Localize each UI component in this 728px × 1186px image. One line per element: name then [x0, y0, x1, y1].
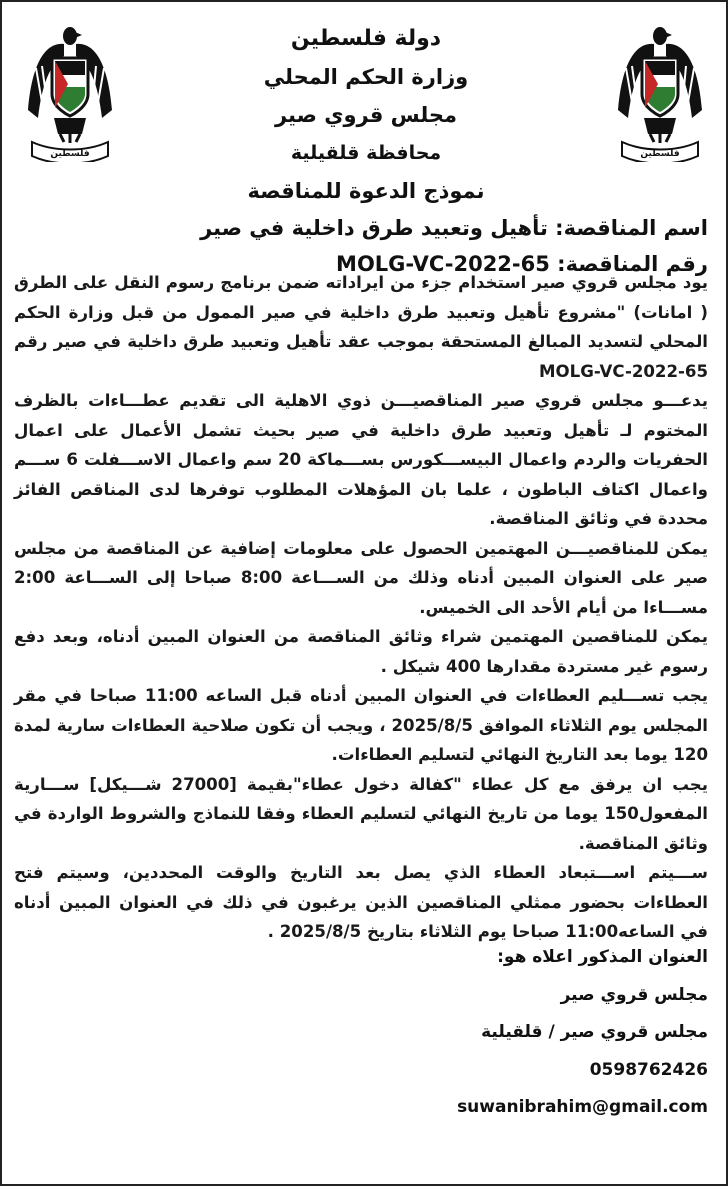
contact-email: suwanibrahim@gmail.com [457, 1097, 708, 1117]
tender-body [14, 268, 708, 947]
emblem-banner-text: فلسطين [640, 149, 680, 159]
paragraph-documents: يمكن للمناقصين المهتمين شراء وثائق المناقصة من العنوان المبين أدناه، وبعد دفع رسوم غير مستردة مقدارها 400 شيكل . [14, 627, 708, 676]
eagle-emblem-icon [24, 22, 116, 162]
palestine-eagle-emblem-left [24, 22, 116, 162]
header-ministry: وزارة الحكم المحلي [263, 65, 469, 89]
contact-location: مجلس قروي صير / قلقيلية [481, 1022, 708, 1042]
tender-number: رقم المناقصة: MOLG-VC-2022-65 [336, 252, 708, 276]
contact-phone: 0598762426 [589, 1059, 708, 1080]
paragraph-opening: ســـيتم اســـتبعاد العطاء الذي يصل بعد التاريخ والوقت المحددين، وسيتم فتح العطاءات بحضور ممثلي المناقصين الذين يرغبون في ذلك في العنوان المبين أدناه في الساعه11:00 صباحا يوم الثلاثاء بتاريخ 2025/8/5 . [14, 863, 708, 941]
paragraph-intro: يود مجلس قروي صير استخدام جزء من ايراداته ضمن برنامج رسوم النقل على الطرق ( امانات) "مشروع تأهيل وتعبيد طرق داخلية في صير الممول من قبل وزارة الحكم المحلي لتسديد المبالغ المستحقة بموجب عقد تأهيل وتعبيد طرق داخلية في صير رقم MOLG-VC-2022-65 [14, 273, 708, 381]
paragraph-guarantee: يجب ان يرفق مع كل عطاء "كفالة دخول عطاء"بقيمة [27000 شـــيكل] ســـارية المفعول150 يوما من تاريخ النهائي لتسليم العطاء وفقا للنماذج والشروط الواردة في وثائق المناقصة. [14, 774, 708, 853]
contact-heading: العنوان المذكور اعلاه هو: [497, 947, 708, 967]
palestine-eagle-emblem-right [614, 22, 706, 162]
document-header [132, 20, 600, 210]
eagle-emblem-icon [614, 22, 706, 162]
header-governorate: محافظة قلقيلية [290, 142, 442, 164]
header-council: مجلس قروي صير [274, 103, 458, 127]
contact-block [20, 939, 708, 1127]
header-form-title: نموذج الدعوة للمناقصة [247, 179, 485, 203]
paragraph-submission: يجب تســـليم العطاءات في العنوان المبين أدناه قبل الساعه 11:00 صباحا في مقر المجلس يوم الثلاثاء الموافق 2025/8/5 ، ويجب أن تكون صلاحية العطاءات سارية لمدة 120 يوما بعد التاريخ النهائي لتسليم العطاءات. [14, 686, 708, 764]
emblem-banner-text: فلسطين [50, 149, 90, 159]
paragraph-information: يمكن للمناقصيـــن المهتمين الحصول على معلومات إضافية عن المناقصة من مجلس صير على العنوان المبين أدناه وذلك من الســـاعة 8:00 صباحا إلى الســـاعة 2:00 مســـاءا من أيام الأحد الى الخميس. [14, 538, 708, 617]
header-state: دولة فلسطين [290, 26, 442, 51]
tender-name: اسم المناقصة: تأهيل وتعبيد طرق داخلية في صير [200, 216, 708, 240]
contact-council: مجلس قروي صير [560, 984, 708, 1005]
paragraph-invitation: يدعـــو مجلس قروي صير المناقصيـــن ذوي الاهلية الى تقديم عطـــاءات بالظرف المختوم لـ تأهيل وتعبيد طرق داخلية في صير بحيث تشمل الأعمال على اعمال الحفريات والردم واعمال البيســـكورس بســـماكة 20 سم واعمال الاســـفلت 6 ســـم واعمال اكتاف الباطون ، علما بان المؤهلات المطلوب توفرها لدى المناقص الفائز محددة في وثائق المناقصة. [14, 391, 708, 528]
